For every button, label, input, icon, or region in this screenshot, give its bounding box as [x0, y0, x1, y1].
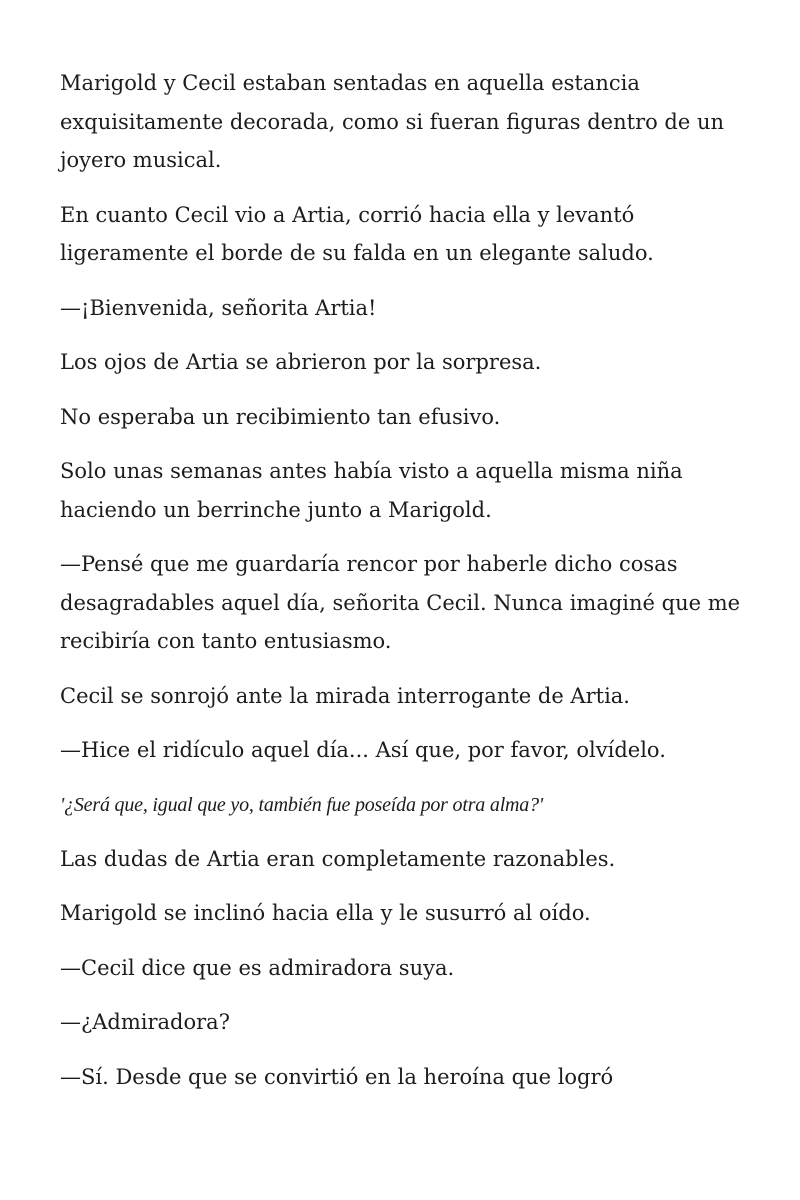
paragraph-4: Los ojos de Artia se abrieron por la sorpresa. [60, 350, 542, 374]
paragraph-6: Solo unas semanas antes había visto a aquella misma niña haciendo un berrinche junto a Marigold. [60, 459, 683, 522]
paragraph-12: Marigold se inclinó hacia ella y le susurró al oído. [60, 901, 591, 925]
paragraph-13: —Cecil dice que es admiradora suya. [60, 955, 455, 980]
paragraph-1: Marigold y Cecil estaban sentadas en aquella estancia exquisitamente decorada, como si fueran figuras dentro de un joyero musical. [60, 71, 725, 172]
paragraph-10-thought: '¿Será que, igual que yo, también fue poseída por otra alma?' [60, 793, 543, 816]
paragraph-14: —¿Admiradora? [60, 1010, 230, 1034]
page-text [60, 64, 750, 1112]
paragraph-2: En cuanto Cecil vio a Artia, corrió hacia ella y levantó ligeramente el borde de su falda en un elegante saludo. [60, 202, 654, 265]
paragraph-15: —Sí. Desde que se convirtió en la heroína que logró [60, 1064, 614, 1089]
paragraph-9: —Hice el ridículo aquel día... Así que, por favor, olvídelo. [60, 738, 666, 762]
paragraph-5: No esperaba un recibimiento tan efusivo. [60, 404, 501, 429]
paragraph-11: Las dudas de Artia eran completamente razonables. [60, 846, 616, 871]
paragraph-8: Cecil se sonrojó ante la mirada interrogante de Artia. [60, 683, 630, 708]
paragraph-3: —¡Bienvenida, señorita Artia! [60, 295, 377, 320]
paragraph-7: —Pensé que me guardaría rencor por haberle dicho cosas desagradables aquel día, señorita Cecil. Nunca imaginé que me recibiría con tanto entusiasmo. [60, 552, 741, 653]
